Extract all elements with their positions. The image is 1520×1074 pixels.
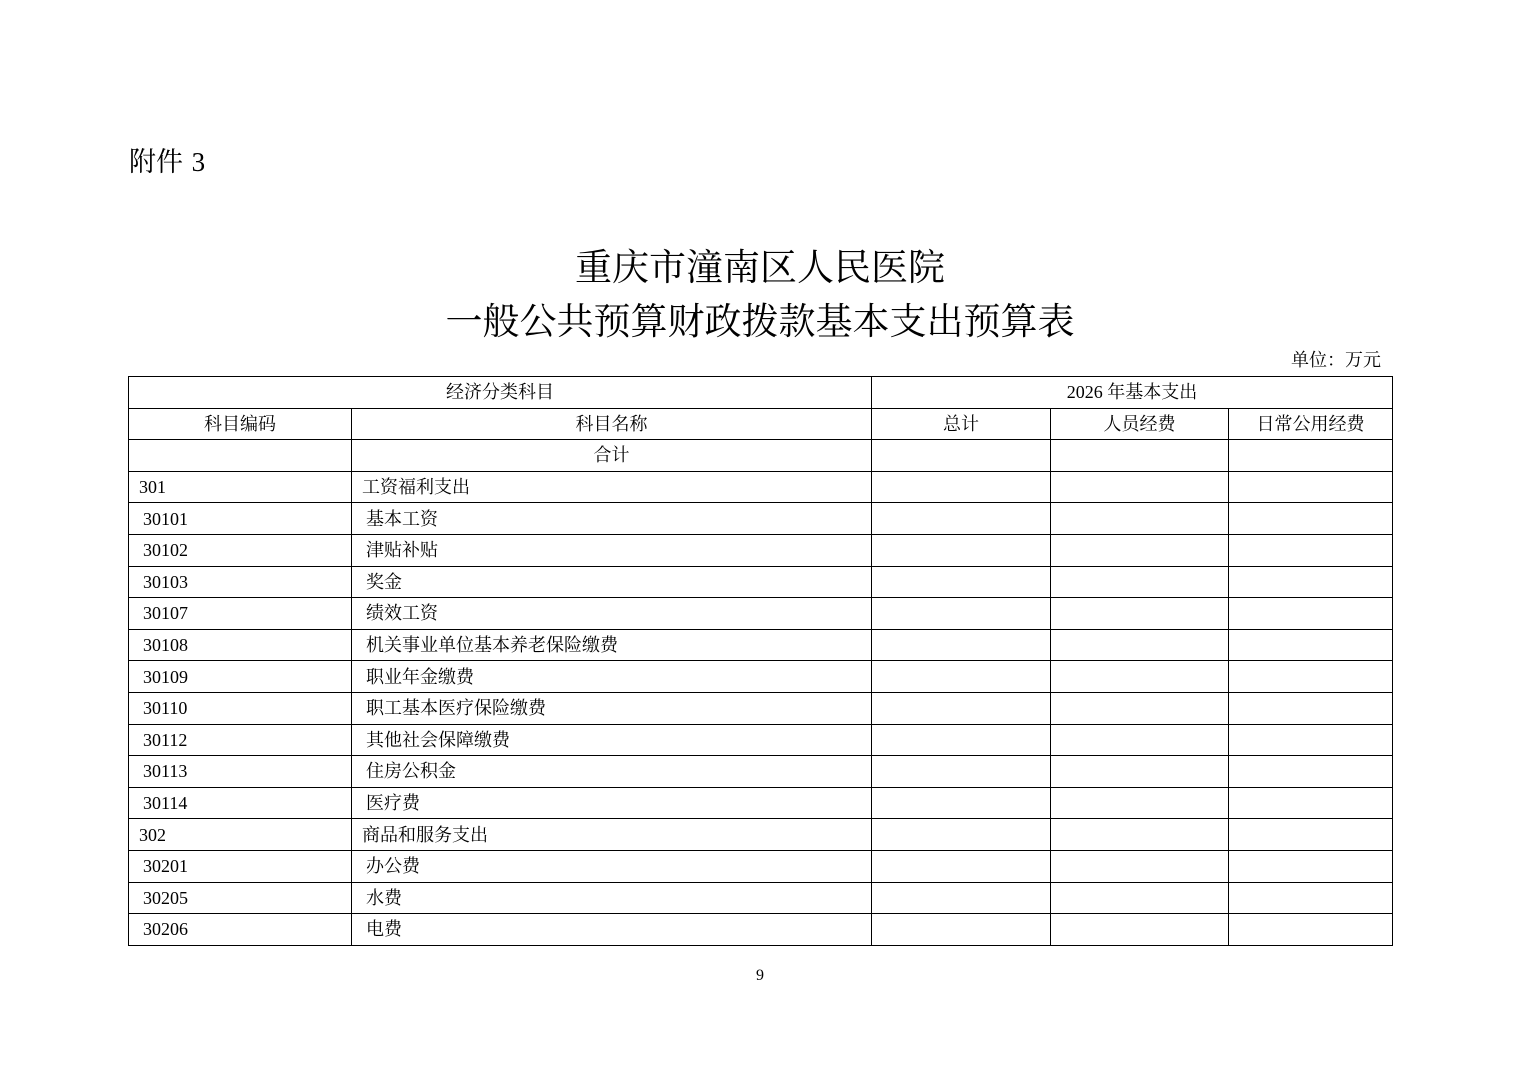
budget-table [128, 376, 1393, 946]
row-public-cell [1229, 566, 1393, 598]
row-public-cell [1229, 503, 1393, 535]
total-code-cell [129, 440, 352, 472]
row-code: 30103 [129, 566, 352, 598]
row-personnel-cell [1051, 756, 1229, 788]
row-code: 30205 [129, 882, 352, 914]
row-personnel-cell [1051, 819, 1229, 851]
row-total-cell [872, 661, 1051, 693]
header-code: 科目编码 [129, 408, 352, 440]
row-name: 住房公积金 [352, 756, 872, 788]
header-personnel: 人员经费 [1051, 408, 1229, 440]
header-year-basic-expenditure: 2026 年基本支出 [872, 377, 1393, 409]
row-total-cell [872, 598, 1051, 630]
group-header-row [129, 377, 1393, 409]
table-row [129, 661, 1393, 693]
annex-label [129, 144, 205, 181]
row-name: 奖金 [352, 566, 872, 598]
row-public-cell [1229, 471, 1393, 503]
row-name: 水费 [352, 882, 872, 914]
budget-table-body [129, 377, 1393, 946]
row-name: 基本工资 [352, 503, 872, 535]
total-personnel-cell [1051, 440, 1229, 472]
table-row [129, 787, 1393, 819]
total-amount-cell [872, 440, 1051, 472]
row-code: 30102 [129, 534, 352, 566]
row-public-cell [1229, 787, 1393, 819]
title-line-1: 重庆市潼南区人民医院 [575, 246, 945, 289]
row-personnel-cell [1051, 787, 1229, 819]
row-code: 30114 [129, 787, 352, 819]
row-public-cell [1229, 598, 1393, 630]
row-name: 工资福利支出 [352, 471, 872, 503]
row-total-cell [872, 534, 1051, 566]
row-public-cell [1229, 534, 1393, 566]
row-public-cell [1229, 629, 1393, 661]
row-total-cell [872, 629, 1051, 661]
row-name: 商品和服务支出 [352, 819, 872, 851]
column-header-row [129, 408, 1393, 440]
table-row [129, 629, 1393, 661]
row-public-cell [1229, 756, 1393, 788]
row-personnel-cell [1051, 598, 1229, 630]
row-personnel-cell [1051, 503, 1229, 535]
table-row [129, 534, 1393, 566]
row-personnel-cell [1051, 471, 1229, 503]
row-code: 30206 [129, 914, 352, 946]
row-code: 30112 [129, 724, 352, 756]
row-public-cell [1229, 882, 1393, 914]
row-name: 医疗费 [352, 787, 872, 819]
title-line-2: 一般公共预算财政拨款基本支出预算表 [445, 300, 1075, 343]
row-total-cell [872, 724, 1051, 756]
table-row [129, 503, 1393, 535]
total-public-cell [1229, 440, 1393, 472]
row-personnel-cell [1051, 850, 1229, 882]
row-code: 30110 [129, 692, 352, 724]
row-name: 职业年金缴费 [352, 661, 872, 693]
table-row [129, 598, 1393, 630]
row-total-cell [872, 850, 1051, 882]
header-econ-category: 经济分类科目 [129, 377, 872, 409]
row-public-cell [1229, 692, 1393, 724]
table-row [129, 882, 1393, 914]
row-public-cell [1229, 914, 1393, 946]
table-row [129, 692, 1393, 724]
row-public-cell [1229, 819, 1393, 851]
table-row [129, 566, 1393, 598]
row-personnel-cell [1051, 724, 1229, 756]
row-total-cell [872, 914, 1051, 946]
row-name: 职工基本医疗保险缴费 [352, 692, 872, 724]
table-row [129, 819, 1393, 851]
unit-note: 单位：万元 [1291, 350, 1381, 370]
row-public-cell [1229, 850, 1393, 882]
row-code: 30109 [129, 661, 352, 693]
row-total-cell [872, 787, 1051, 819]
total-row [129, 440, 1393, 472]
row-public-cell [1229, 724, 1393, 756]
row-name: 绩效工资 [352, 598, 872, 630]
row-code: 30101 [129, 503, 352, 535]
row-name: 电费 [352, 914, 872, 946]
row-personnel-cell [1051, 566, 1229, 598]
row-public-cell [1229, 661, 1393, 693]
row-total-cell [872, 819, 1051, 851]
table-row [129, 724, 1393, 756]
row-personnel-cell [1051, 534, 1229, 566]
row-code: 30107 [129, 598, 352, 630]
row-code: 30113 [129, 756, 352, 788]
header-total: 总计 [872, 408, 1051, 440]
table-row [129, 471, 1393, 503]
row-total-cell [872, 756, 1051, 788]
row-name: 津贴补贴 [352, 534, 872, 566]
header-name: 科目名称 [352, 408, 872, 440]
row-total-cell [872, 882, 1051, 914]
row-personnel-cell [1051, 629, 1229, 661]
table-row [129, 850, 1393, 882]
header-public: 日常公用经费 [1229, 408, 1393, 440]
row-name: 办公费 [352, 850, 872, 882]
row-name: 其他社会保障缴费 [352, 724, 872, 756]
row-total-cell [872, 692, 1051, 724]
row-total-cell [872, 503, 1051, 535]
row-code: 30201 [129, 850, 352, 882]
annex-label-text: 附件 [129, 147, 183, 178]
table-row [129, 914, 1393, 946]
total-label: 合计 [352, 440, 872, 472]
row-total-cell [872, 471, 1051, 503]
row-personnel-cell [1051, 882, 1229, 914]
table-row [129, 756, 1393, 788]
row-code: 301 [129, 471, 352, 503]
annex-number: 3 [191, 147, 206, 177]
page-number: 9 [756, 967, 764, 984]
row-personnel-cell [1051, 661, 1229, 693]
row-personnel-cell [1051, 692, 1229, 724]
row-code: 302 [129, 819, 352, 851]
row-name: 机关事业单位基本养老保险缴费 [352, 629, 872, 661]
row-code: 30108 [129, 629, 352, 661]
row-personnel-cell [1051, 914, 1229, 946]
row-total-cell [872, 566, 1051, 598]
